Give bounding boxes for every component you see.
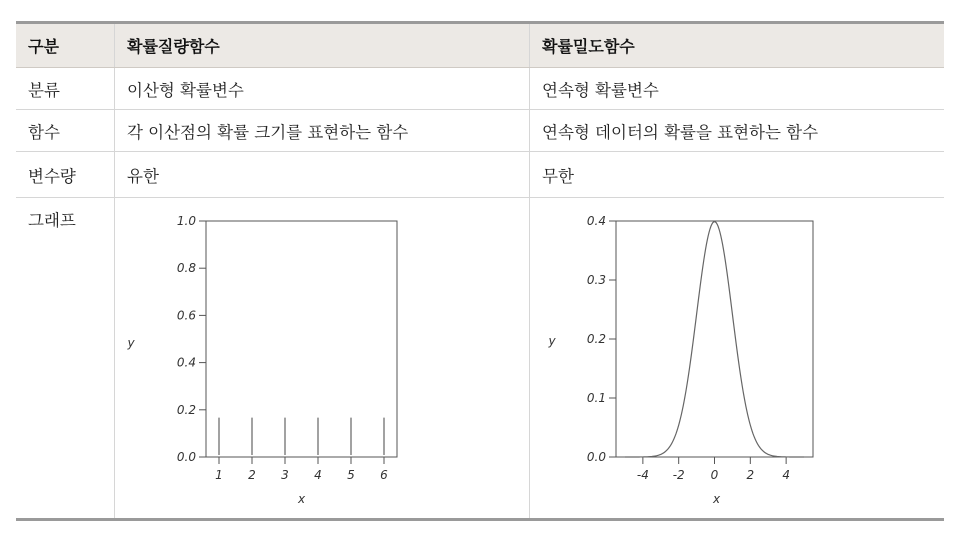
- x-tick-label: 2: [746, 468, 755, 482]
- header-category: 구분: [28, 37, 59, 56]
- y-axis-label: y: [127, 336, 135, 350]
- x-tick-label: 0: [710, 468, 719, 482]
- y-tick-label: 0.8: [176, 261, 196, 276]
- x-axis-label: x: [297, 492, 306, 506]
- header-pmf: 확률질량함수: [114, 24, 529, 67]
- x-tick-label: 1: [215, 468, 223, 482]
- pmf-cell: 이산형 확률변수: [114, 68, 529, 109]
- table-bottom-rule: [16, 518, 944, 521]
- density-curve: [625, 222, 804, 457]
- pmf-graph-cell: [114, 198, 529, 518]
- x-tick-label: 6: [380, 468, 388, 482]
- y-axis-label: y: [548, 334, 556, 348]
- row-label: 함수: [28, 122, 60, 142]
- y-tick-label: 0.4: [176, 355, 196, 370]
- table-header-row: [16, 24, 944, 68]
- pdf-chart: [530, 198, 944, 518]
- x-tick-label: 3: [281, 468, 289, 482]
- x-tick-label: 5: [347, 468, 355, 482]
- y-tick-label: 0.4: [586, 214, 606, 228]
- pdf-graph-cell: [529, 198, 944, 518]
- y-tick-label: 0.6: [176, 308, 196, 323]
- row-label: 그래프: [28, 211, 76, 230]
- pdf-cell: 연속형 확률변수: [529, 68, 944, 109]
- row-label: 분류: [28, 80, 60, 100]
- pdf-cell: 연속형 데이터의 확률을 표현하는 함수: [529, 110, 944, 151]
- y-tick-label: 0.0: [176, 450, 196, 464]
- x-tick-label: -4: [636, 468, 649, 482]
- y-tick-label: 0.1: [586, 391, 606, 405]
- y-tick-label: 0.0: [586, 450, 606, 464]
- table-row-graph: [16, 198, 944, 518]
- header-pdf: 확률밀도함수: [529, 24, 944, 67]
- pdf-cell: 무한: [529, 152, 944, 197]
- plot-frame: [206, 221, 397, 457]
- x-tick-label: -2: [672, 468, 685, 482]
- y-tick-label: 0.2: [586, 332, 606, 346]
- table-row: [16, 152, 944, 198]
- pmf-cell: 각 이산점의 확률 크기를 표현하는 함수: [114, 110, 529, 151]
- pmf-cell: 유한: [114, 152, 529, 197]
- y-tick-label: 1.0: [176, 214, 196, 228]
- row-label: 변수량: [28, 166, 76, 186]
- x-tick-label: 2: [248, 468, 256, 482]
- plot-frame: [616, 221, 813, 457]
- table-row: [16, 110, 944, 152]
- x-axis-label: x: [712, 492, 721, 506]
- y-tick-label: 0.2: [176, 402, 196, 417]
- y-tick-label: 0.3: [586, 273, 606, 287]
- x-tick-label: 4: [782, 468, 790, 482]
- table-row: [16, 68, 944, 110]
- x-tick-label: 4: [314, 468, 322, 482]
- pmf-chart: [115, 198, 529, 518]
